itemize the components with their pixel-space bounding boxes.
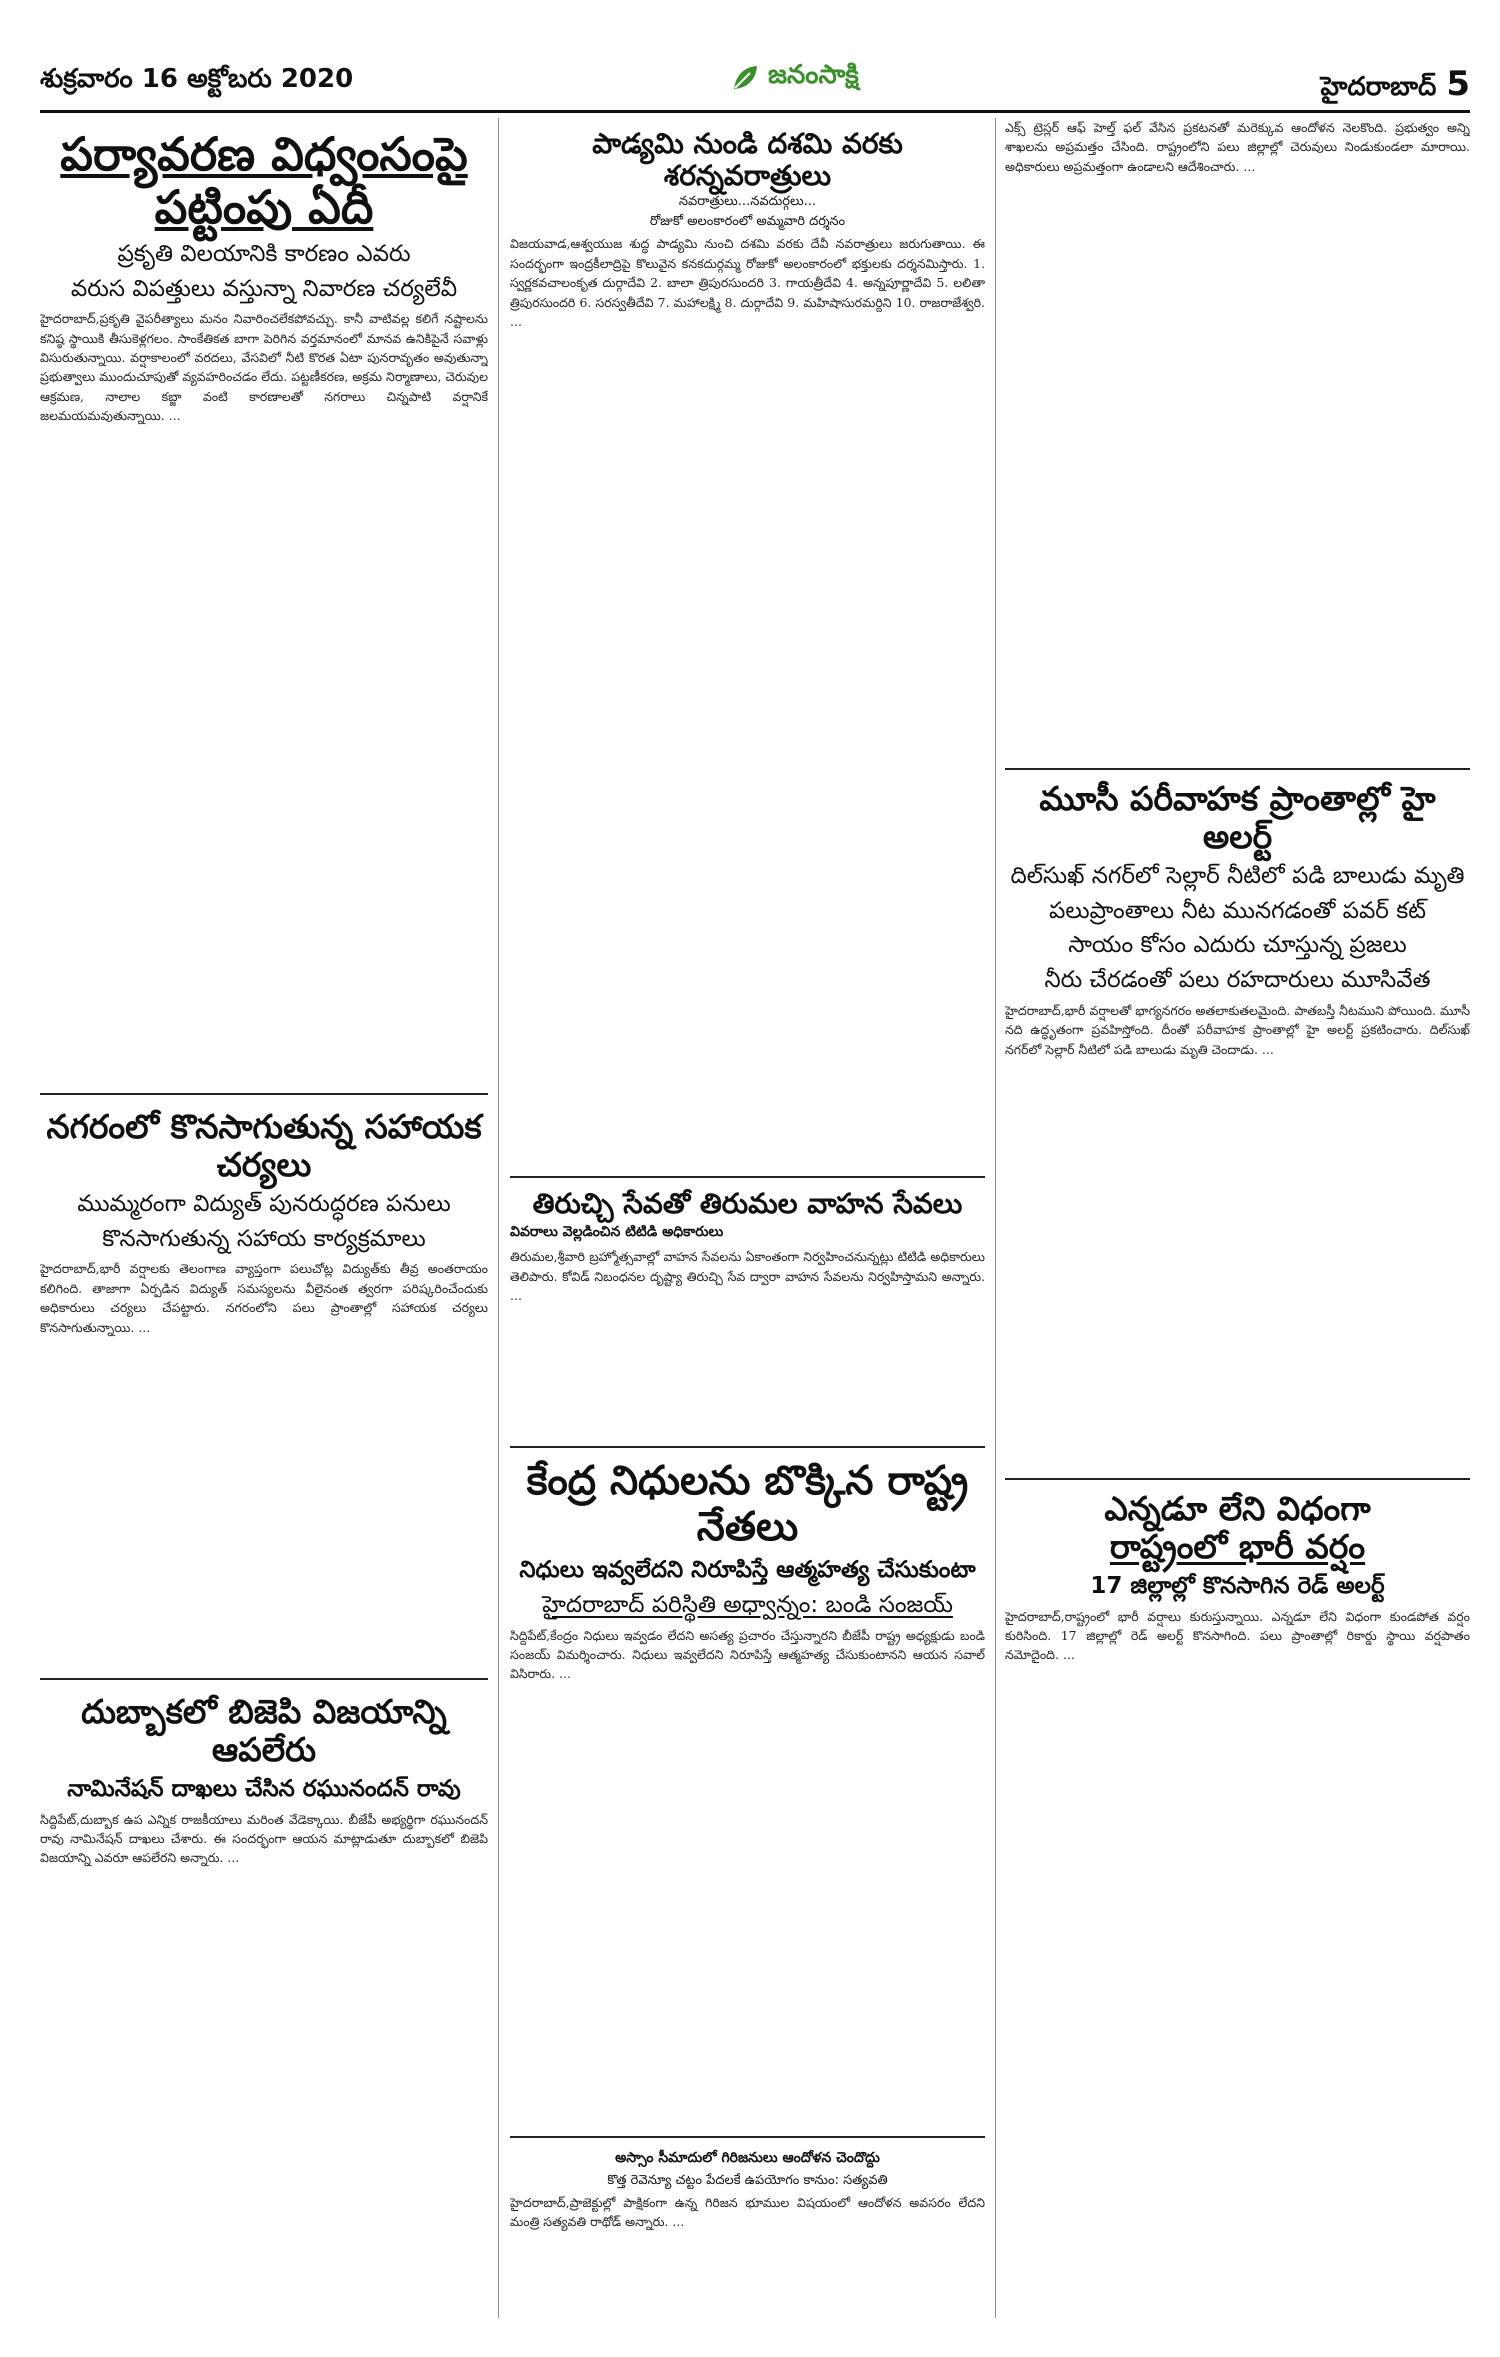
story-continuation — [1005, 118, 1470, 758]
paper-name: జనంసాక్షి — [768, 60, 859, 90]
masthead — [40, 50, 1470, 106]
article-body: ఎక్స్‌ ట్రెస్లర్‌ ఆఫ్‌ హెల్త్‌ ఫల్‌ వేసిన ప్రకటనతో మరెక్కువ ఆందోళన నెలకొంది. ప్రభుత్వం అన్ని శాఖలను అప్రమత్తం చేసింది. రాష్ట్రంలోని పలు జిల్లాల్లో చెరువులు నిండుకుండలా మారాయి. అధికారులు అప్రమత్తంగా ఉండాలని ఆదేశించారు. ... — [1005, 120, 1470, 174]
deck: 17 జిల్లాల్లో కొనసాగిన రెడ్‌ అలర్ట్‌ — [1090, 1572, 1385, 1599]
story-heavy-rain — [1005, 1490, 1470, 2318]
headline: నగరంలో కొనసాగుతున్న సహాయక చర్యలు — [46, 1108, 482, 1184]
headline: తిరుచ్చి సేవతో తిరుమల వాహన సేవలు — [532, 1188, 963, 1220]
story-dubbaka — [40, 1693, 488, 2313]
deck: దిల్‌సుఖ్‌ నగర్‌లో సెల్లార్‌ నీటిలో పడి బాలుడు మృతి — [1010, 862, 1465, 889]
story-environment — [40, 128, 488, 1078]
story-divider — [510, 2136, 985, 2138]
deck: కొనసాగుతున్న సహాయ కార్యక్రమాలు — [102, 1225, 426, 1252]
story-divider — [510, 1176, 985, 1178]
article-body: తిరుమల,శ్రీవారి బ్రహ్మోత్సవాల్లో వాహన సేవలను ఏకాంతంగా నిర్వహించనున్నట్లు టిటిడి అధికారులు తెలిపారు. కోవిడ్‌ నిబంధనల దృష్ట్యా తిరుచ్చి సేవ ద్వారా వాహన సేవలను నిర్వహిస్తామని అన్నారు. ... — [510, 1249, 985, 1303]
deck: ముమ్మరంగా విద్యుత్‌ పునరుద్ధరణ పనులు — [77, 1190, 451, 1217]
story-central-funds — [510, 1458, 985, 2128]
story-divider — [1005, 768, 1470, 770]
headline: అస్సాం సీమాదులో గిరిజనులు ఆందోళన చెందొద్దు — [615, 2150, 880, 2166]
deck: వరుస విపత్తులు వస్తున్నా నివారణ చర్యలేవీ — [70, 275, 458, 302]
column-divider — [498, 118, 499, 2318]
deck: నీరు చేరడంతో పలు రహదారులు మూసివేత — [1044, 967, 1431, 994]
article-body: సిద్దిపేట్‌,దుబ్బాక ఉప ఎన్నిక రాజకీయాలు మరింత వేడెక్కాయి. బీజేపీ అభ్యర్థిగా రఘునందన్‌ రావు నామినేషన్‌ దాఖలు చేశారు. ఈ సందర్భంగా ఆయన మాట్లాడుతూ దుబ్బాకలో బిజెపి విజయాన్ని ఎవరూ ఆపలేరని అన్నారు. ... — [40, 1811, 488, 1866]
article-body: సిద్దిపేట్‌,కేంద్రం నిధులు ఇవ్వడం లేదని అసత్య ప్రచారం చేస్తున్నారని బీజేపీ రాష్ట్ర అధ్యక్షుడు బండి సంజయ్‌ విమర్శించారు. నిధులు ఇవ్వలేదని నిరూపిస్తే ఆత్మహత్య చేసుకుంటానని ఆయన సవాల్‌ విసిరారు. ... — [510, 1627, 985, 1682]
deck: నామినేషన్‌ దాఖలు చేసిన రఘునందన్‌ రావు — [67, 1775, 461, 1802]
leaf-icon — [730, 63, 760, 93]
deck: నిధులు ఇవ్వలేదని నిరూపిస్తే ఆత్మహత్య చేసుకుంటా — [519, 1557, 976, 1583]
subdeck: రోజుకో అలంకారంలో అమ్మవారి దర్శనం — [649, 214, 846, 230]
headline: దుబ్బాకలో బిజెపి విజయాన్ని ఆపలేరు — [81, 1693, 447, 1769]
story-divider — [40, 1678, 488, 1680]
story-navaratri — [510, 128, 985, 1168]
column-1 — [40, 118, 488, 2318]
headline: మూసీ పరీవాహక ప్రాంతాల్లో హై అలర్ట్‌ — [1039, 780, 1436, 856]
story-tribals — [510, 2146, 985, 2318]
issue-date: శుక్రవారం 16 అక్టోబరు 2020 — [40, 64, 354, 94]
paper-logo — [730, 60, 859, 96]
story-relief-measures — [40, 1108, 488, 1658]
story-divider — [1005, 1478, 1470, 1480]
headline: పాడ్యమి నుండి దశమి వరకు శరన్నవరాత్రులు — [592, 128, 903, 193]
masthead-rule — [40, 110, 1470, 113]
deck: ప్రకృతి విలయానికి కారణం ఎవరు — [117, 240, 411, 267]
column-divider — [995, 118, 996, 2318]
kicker: వివరాలు వెల్లడించిన టిటిడి అధికారులు — [510, 1224, 724, 1241]
deck: సాయం కోసం ఎదురు చూస్తున్న ప్రజలు — [1068, 932, 1407, 959]
header-right — [1321, 64, 1470, 108]
deck: కొత్త రెవెన్యూ చట్టం పేదలకే ఉపయోగం కానుం: సత్యవతి — [607, 2173, 888, 2188]
story-divider — [510, 1446, 985, 1448]
article-body: విజయవాడ,ఆశ్వయుజ శుద్ధ పాడ్యమి నుంచి దశమి వరకు దేవీ నవరాత్రులు జరుగుతాయి. ఈ సందర్భంగా ఇంద్రకీలాద్రిపై కొలువైన కనకదుర్గమ్మ రోజుకో అలంకారంలో భక్తులకు దర్శనమిస్తారు. 1. స్వర్ణకవచాలంకృత దుర్గాదేవి 2. బాలా త్రిపురసుందరి 3. గాయత్రీదేవి 4. అన్నపూర్ణాదేవి 5. లలితా త్రిపురసుందరి 6. సరస్వతీదేవి 7. మహాలక్ష్మి 8. దుర్గాదేవి 9. మహిషాసురమర్దిని 10. రాజరాజేశ్వరి. ... — [510, 236, 985, 329]
article-body: హైదరాబాద్‌,భారీ వర్షాలకు తెలంగాణ వ్యాప్తంగా పలుచోట్ల విద్యుత్‌కు తీవ్ర అంతరాయం కలిగింది. తాజాగా ఏర్పడిన విద్యుత్‌ సమస్యలను వీలైనంత త్వరగా పరిష్కరించేందుకు అధికారులు చర్యలు చేపట్టారు. నగరంలోని పలు ప్రాంతాల్లో సహాయక చర్యలు కొనసాగుతున్నాయి. ... — [40, 1261, 488, 1335]
article-body: హైదరాబాద్‌,భారీ వర్షాలతో భాగ్యనగరం అతలాకుతలమైంది. పాతబస్తీ నీటముని పోయింది. మూసీ నది ఉద్ధృతంగా ప్రవహిస్తోంది. దీంతో పరీవాహక ప్రాంతాల్లో హై అలర్ట్‌ ప్రకటించారు. దిల్‌సుఖ్‌ నగర్‌లో సెల్లార్‌ నీటిలో పడి బాలుడు మృతి చెందాడు. ... — [1005, 1002, 1470, 1057]
article-body: హైదరాబాద్‌,ప్రకృతి వైపరీత్యాలు మనం నివారించలేకపోవచ్చు. కానీ వాటివల్ల కలిగే నష్టాలను కనిష్ఠ స్థాయికి తీసుకెళ్లగలం. సాంకేతికత బాగా పెరిగిన వర్తమానంలో మానవ ఉనికిపైనే సవాళ్లు విసురుతున్నాయి. వర్షాకాలంలో వరదలు, వేసవిలో నీటి కొరత ఏటా పునరావృతం అవుతున్నా ప్రభుత్వాలు ముందుచూపుతో వ్యవహరించడం లేదు. పట్టణీకరణ, అక్రమ నిర్మాణాలు, చెరువుల ఆక్రమణ, నాలాల కబ్జా వంటి కారణాలతో నగరాలు చిన్నపాటి వర్షానికే జలమయమవుతున్నాయి. ... — [40, 311, 488, 424]
story-musi-alert — [1005, 780, 1470, 1470]
headline: పట్టింపు ఏదీ — [154, 179, 374, 234]
edition-city: హైదరాబాద్ — [1320, 72, 1437, 102]
headline: రాష్ట్రంలో భారీ వర్షం — [1109, 1526, 1366, 1566]
story-divider — [40, 1093, 488, 1095]
article-body: హైదరాబాద్‌,రాష్ట్రంలో భారీ వర్షాలు కురుస్తున్నాయి. ఎన్నడూ లేని విధంగా కుండపోత వర్షం కురిసింది. 17 జిల్లాల్లో రెడ్‌ అలర్ట్‌ కొనసాగింది. పలు ప్రాంతాల్లో రికార్డు స్థాయి వర్షపాతం నమోదైంది. ... — [1005, 1608, 1470, 1663]
subdeck: హైదరాబాద్‌ పరిస్థితి అధ్వాన్నం: బండి సంజయ్‌ — [542, 1591, 953, 1618]
story-tirumala — [510, 1188, 985, 1438]
headline: పర్యావరణ విధ్వంసంపై — [60, 128, 468, 181]
headline: ఎన్నడూ లేని విధంగా — [1104, 1490, 1371, 1528]
column-2 — [510, 118, 985, 2318]
column-3 — [1005, 118, 1470, 2318]
page-number: 5 — [1446, 64, 1470, 104]
deck: నవరాత్రులు...నవదుర్గలు... — [678, 194, 817, 210]
deck: పలుప్రాంతాలు నీట మునగడంతో పవర్‌ కట్‌ — [1048, 897, 1427, 924]
headline: కేంద్ర నిధులను బొక్కిన రాష్ట్ర నేతలు — [526, 1458, 969, 1550]
article-body: హైదరాబాద్‌,ప్రాజెక్టుల్లో పాక్షికంగా ఉన్న గిరిజన భూముల విషయంలో ఆందోళన అవసరం లేదని మంత్రి సత్యవతి రాథోడ్‌ అన్నారు. ... — [510, 2195, 985, 2230]
